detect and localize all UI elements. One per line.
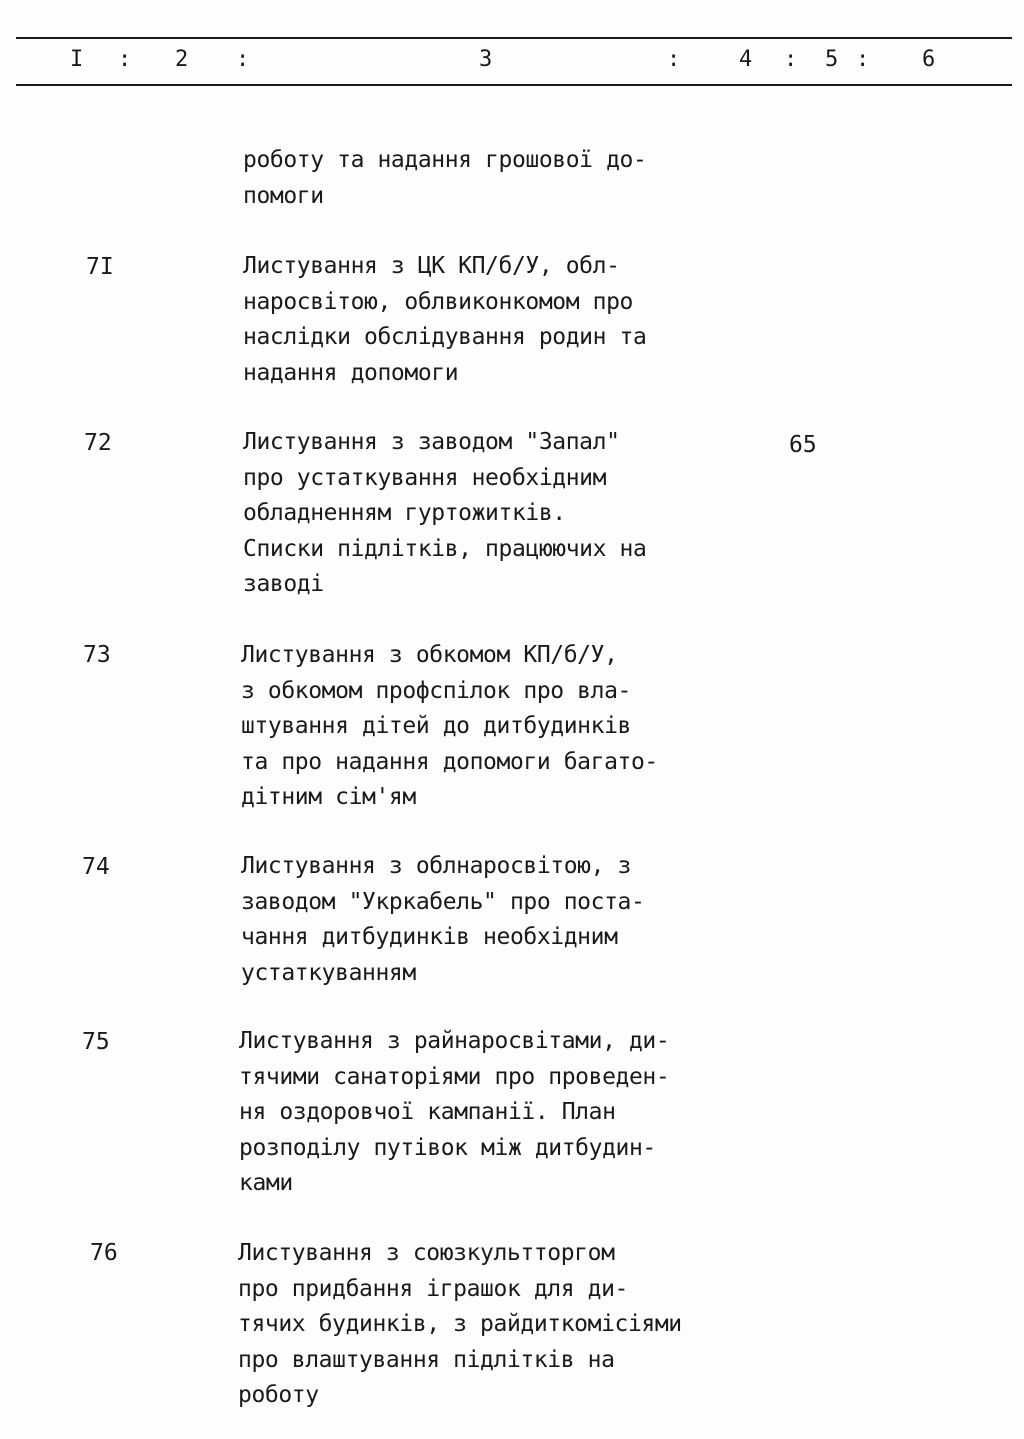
header-separator: : [784,47,798,72]
text-line: штування дітей до дитбудинків [241,713,631,739]
text-line: устаткуванням [241,959,416,986]
entry-title [239,1024,669,1202]
text-line: Листування з заводом "Запал" [243,429,620,455]
text-line: ня оздоровчої кампанії. План [239,1099,616,1125]
text-line: чання дитбудинків необхідним [241,924,618,950]
header-col-6: 6 [922,47,936,72]
text-line: наслідки обслідування родин та [243,324,647,350]
text-line: Листування з союзкультторгом [238,1240,615,1266]
header-separator: : [667,47,681,72]
text-line: надання допомоги [243,359,459,386]
header-separator: : [236,47,250,72]
entry-number: 72 [84,430,112,456]
text-line: наросвітою, облвиконкомом про [243,288,633,315]
text-line: розподілу путівок між дитбудин- [239,1134,656,1161]
text-line: з обкомом профспілок про вла- [241,677,631,704]
text-line: про придбання іграшок для ди- [238,1275,628,1302]
text-line: про влаштування підлітків на [238,1346,615,1373]
header-separator: : [118,47,132,72]
continuation-text [243,143,646,214]
entry-number: 73 [83,642,111,668]
text-line: Листування з райнаросвітами, ди- [239,1028,670,1054]
header-col-5: 5 [825,47,839,72]
header-separator: : [856,47,870,72]
text-line: Листування з обкомом КП/б/У, [241,642,618,668]
text-line: роботу та надання грошової до- [243,147,647,173]
text-line: дітним сім'ям [241,784,416,810]
entry-number: 7I [86,254,114,280]
entry-sheet-count: 65 [789,432,817,458]
text-line: Листування з ЦК КП/б/У, обл- [243,253,620,279]
text-line: ками [239,1170,293,1196]
header-col-2: 2 [175,47,189,72]
header-col-4: 4 [739,47,753,72]
entry-title [243,425,646,603]
text-line: та про надання допомоги багато- [241,748,658,775]
header-top-rule [16,37,1012,39]
entry-title [241,638,658,816]
entry-title [241,849,644,991]
text-line: Списки підлітків, працюючих на [243,535,647,562]
text-line: заводі [243,571,324,597]
text-line: Листування з облнаросвітою, з [241,853,631,879]
text-line: тячих будинків, з райдиткомісіями [238,1311,682,1337]
entry-number: 75 [82,1029,110,1055]
header-col-3: 3 [479,47,493,72]
text-line: помоги [243,182,324,209]
text-line: заводом "Укркабель" про поста- [241,888,645,915]
header-bottom-rule [16,84,1012,86]
text-line: роботу [238,1382,319,1408]
text-line: тячими санаторіями про проведен- [239,1063,670,1090]
entry-number: 76 [90,1240,118,1266]
entry-title [238,1236,682,1414]
header-col-1: I [70,47,84,72]
text-line: обладненням гуртожитків. [243,500,566,526]
text-line: про устаткування необхідним [243,464,607,491]
entry-title [243,249,646,391]
entry-number: 74 [82,854,110,880]
